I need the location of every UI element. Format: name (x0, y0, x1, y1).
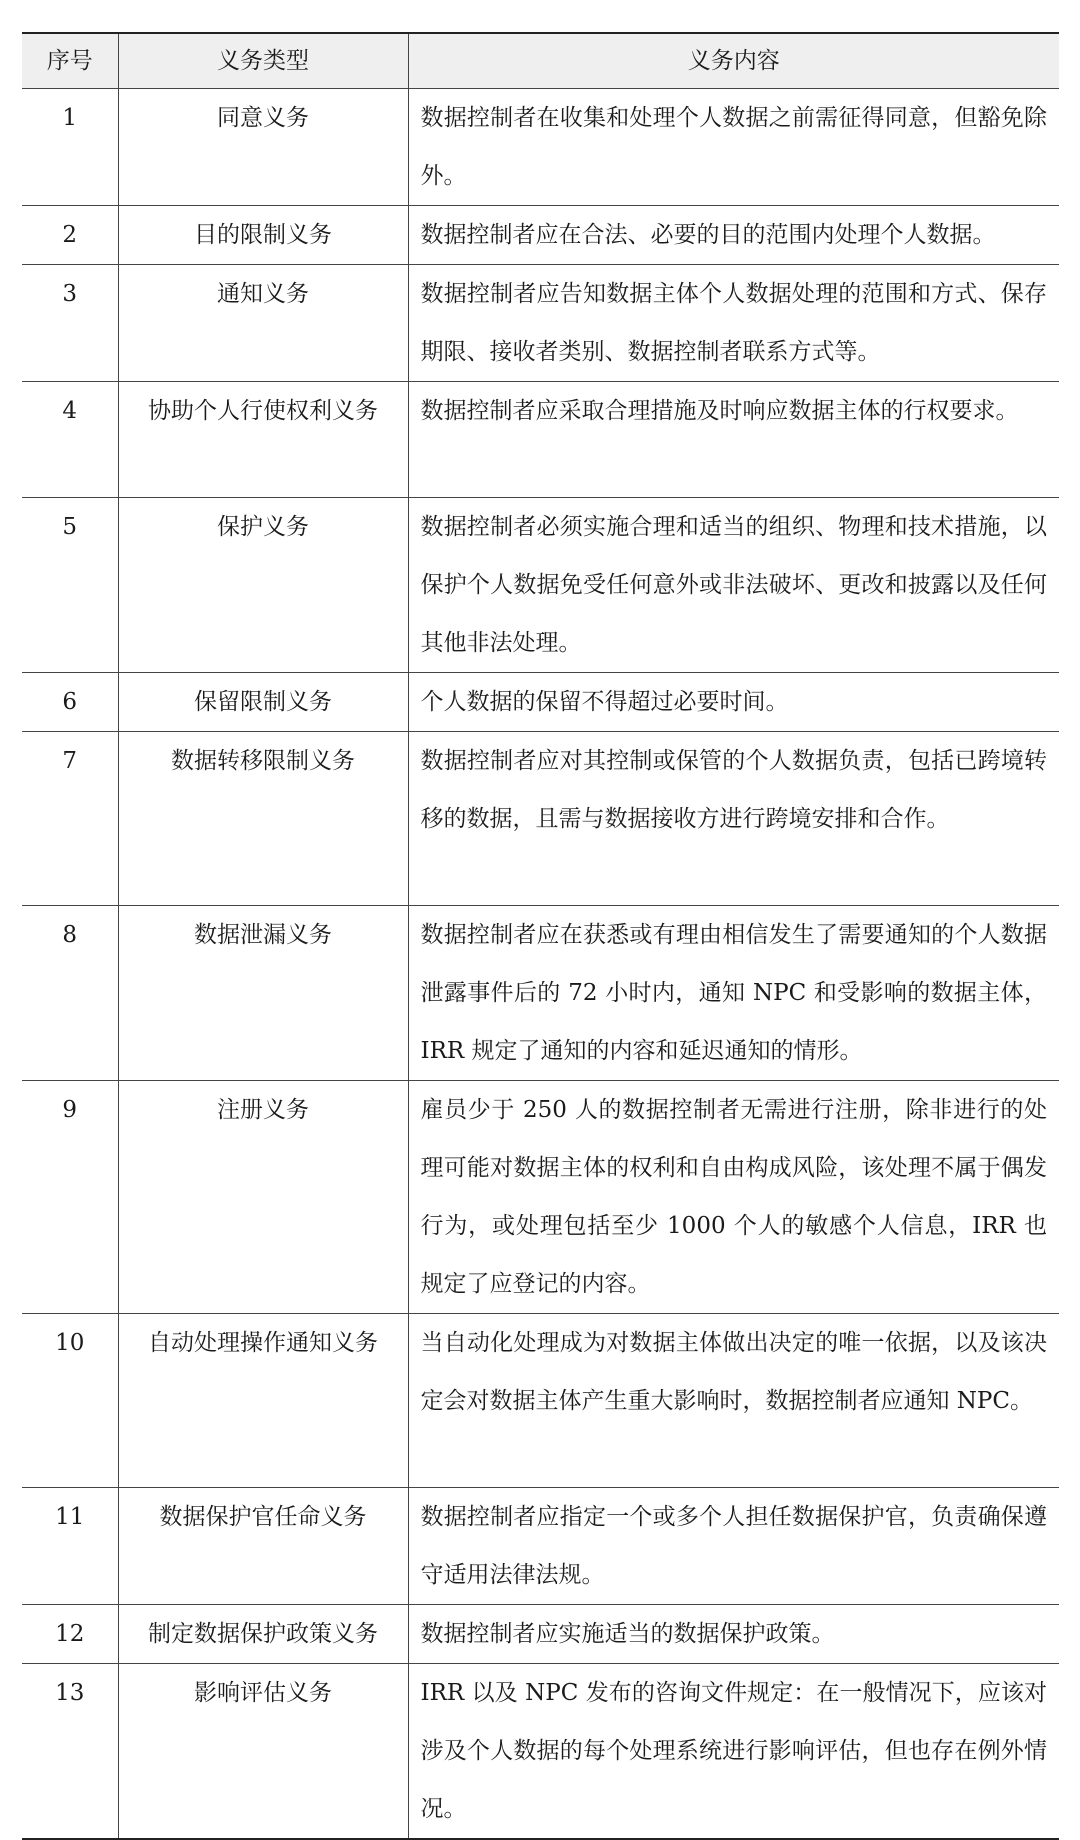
row-content: 数据控制者应告知数据主体个人数据处理的范围和方式、保存期限、接收者类别、数据控制者联系方式等。 (408, 265, 1059, 382)
table-row (22, 265, 1059, 382)
row-type: 同意义务 (118, 89, 408, 206)
obligations-table (22, 32, 1059, 1840)
row-number: 6 (22, 673, 118, 732)
header-number: 序号 (22, 33, 118, 89)
row-content: 数据控制者应采取合理措施及时响应数据主体的行权要求。 (408, 382, 1059, 498)
row-type: 自动处理操作通知义务 (118, 1314, 408, 1488)
table-row (22, 732, 1059, 906)
row-content: 数据控制者在收集和处理个人数据之前需征得同意，但豁免除外。 (408, 89, 1059, 206)
row-number: 9 (22, 1081, 118, 1314)
table-row (22, 1488, 1059, 1605)
header-obligation-content: 义务内容 (408, 33, 1059, 89)
row-number: 3 (22, 265, 118, 382)
row-number: 2 (22, 206, 118, 265)
table-row (22, 906, 1059, 1081)
row-number: 10 (22, 1314, 118, 1488)
obligations-table-container (22, 32, 1059, 1840)
table-row (22, 498, 1059, 673)
row-content: 数据控制者应对其控制或保管的个人数据负责，包括已跨境转移的数据，且需与数据接收方进行跨境安排和合作。 (408, 732, 1059, 906)
row-number: 5 (22, 498, 118, 673)
row-number: 13 (22, 1664, 118, 1840)
row-content: 个人数据的保留不得超过必要时间。 (408, 673, 1059, 732)
table-row (22, 1664, 1059, 1840)
row-number: 11 (22, 1488, 118, 1605)
row-type: 影响评估义务 (118, 1664, 408, 1840)
row-number: 8 (22, 906, 118, 1081)
row-type: 通知义务 (118, 265, 408, 382)
row-content: 数据控制者必须实施合理和适当的组织、物理和技术措施，以保护个人数据免受任何意外或非法破坏、更改和披露以及任何其他非法处理。 (408, 498, 1059, 673)
table-row (22, 206, 1059, 265)
row-content: 数据控制者应在获悉或有理由相信发生了需要通知的个人数据泄露事件后的 72 小时内，通知 NPC 和受影响的数据主体，IRR 规定了通知的内容和延迟通知的情形。 (408, 906, 1059, 1081)
table-row (22, 673, 1059, 732)
table-row (22, 382, 1059, 498)
table-header-row (22, 33, 1059, 89)
table-row (22, 89, 1059, 206)
row-number: 12 (22, 1605, 118, 1664)
row-content: IRR 以及 NPC 发布的咨询文件规定：在一般情况下，应该对涉及个人数据的每个处理系统进行影响评估，但也存在例外情况。 (408, 1664, 1059, 1840)
table-row (22, 1314, 1059, 1488)
row-content: 雇员少于 250 人的数据控制者无需进行注册，除非进行的处理可能对数据主体的权利和自由构成风险，该处理不属于偶发行为，或处理包括至少 1000 个人的敏感个人信息，IRR 也规定了应登记的内容。 (408, 1081, 1059, 1314)
table-row (22, 1081, 1059, 1314)
row-type: 保护义务 (118, 498, 408, 673)
row-type: 目的限制义务 (118, 206, 408, 265)
row-content: 数据控制者应实施适当的数据保护政策。 (408, 1605, 1059, 1664)
row-type: 数据转移限制义务 (118, 732, 408, 906)
row-type: 协助个人行使权利义务 (118, 382, 408, 498)
row-type: 制定数据保护政策义务 (118, 1605, 408, 1664)
row-type: 数据保护官任命义务 (118, 1488, 408, 1605)
row-type: 保留限制义务 (118, 673, 408, 732)
row-number: 7 (22, 732, 118, 906)
header-obligation-type: 义务类型 (118, 33, 408, 89)
row-content: 数据控制者应在合法、必要的目的范围内处理个人数据。 (408, 206, 1059, 265)
row-type: 注册义务 (118, 1081, 408, 1314)
row-type: 数据泄漏义务 (118, 906, 408, 1081)
row-content: 当自动化处理成为对数据主体做出决定的唯一依据，以及该决定会对数据主体产生重大影响时，数据控制者应通知 NPC。 (408, 1314, 1059, 1488)
row-number: 1 (22, 89, 118, 206)
row-number: 4 (22, 382, 118, 498)
row-content: 数据控制者应指定一个或多个人担任数据保护官，负责确保遵守适用法律法规。 (408, 1488, 1059, 1605)
table-row (22, 1605, 1059, 1664)
